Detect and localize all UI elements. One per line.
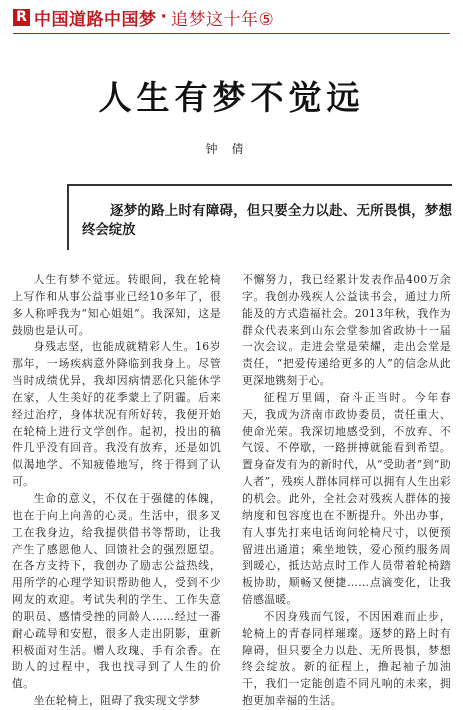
series-subtitle: 追梦这十年⑤: [170, 9, 275, 30]
article-author: 钟倩: [205, 142, 258, 156]
series-name: 中国道路中国梦: [34, 9, 157, 30]
article-deck: 逐梦的路上时有障碍，但只要全力以赴、无所畏惧，梦想终会绽放: [82, 204, 452, 238]
column-header: [13, 6, 274, 28]
header-divider: [13, 33, 450, 34]
body-column-left: [12, 272, 221, 710]
body-paragraph: 不懈努力，我已经累计发表作品400万余字。我创办残疾人公益读书会，通过力所能及的方式造福社会。2013年秋，我作为群众代表来到山东会堂参加省政协十一届一次会议。走进会堂是荣耀，走出会堂是责任，“把爱传递给更多的人”的信念从此更深地镌刻于心。: [242, 273, 451, 388]
body-paragraph: 人生有梦不觉远。转眼间，我在轮椅上写作和从事公益事业已经10多年了，很多人称呼我为“知心姐姐”。我深知，这是鼓励也是认可。: [12, 273, 221, 337]
article-title: 人生有梦不觉远: [98, 78, 365, 117]
body-paragraph: 征程万里阔，奋斗正当时。今年春天，我成为济南市政协委员，责任重大、使命光荣。我深切地感受到，不放弃、不气馁、不停歇，一路拼搏就能看到希望。置身奋发有为的新时代，从“受助者”到“助人者”，残疾人群体同样可以拥有人生出彩的机会。此外，全社会对残疾人群体的接纳度和包容度也在不断提升。外出办事，有人事先打来电话询问轮椅尺寸，以便预留进出通道；乘坐地铁，爱心预约服务周到暖心，抵达站点时工作人员带着轮椅踏板协助，顺畅又便捷……点滴变化，让我倍感温暖。: [242, 390, 451, 607]
series-separator: ·: [160, 7, 167, 27]
column-badge-icon: R: [13, 9, 30, 26]
body-paragraph: 身残志坚，也能成就精彩人生。16岁那年，一场疾病意外降临到我身上。尽管当时成绩优异，我却因病情恶化只能休学在家，人生美好的花季蒙上了阴霾。后来经过治疗，身体状况有所好转，我便开始在轮椅上进行文学创作。起初，投出的稿件几乎没有回音。我没有放弃，还是如饥似渴地学、不知疲倦地写，终于得到了认可。: [12, 340, 221, 489]
body-paragraph: 生命的意义，不仅在于强健的体魄，也在于向上向善的心灵。生活中，很多叉工在我身边，给我提供借书等帮助，让我产生了感恩他人、回馈社会的强烈愿望。在各方支持下，我创办了励志公益热线，用所学的心理学知识帮助他人，受到不少网友的欢迎。考试失利的学生、工作失意的职员、感情受挫的同龄人……经过一番耐心疏导和安慰，很多人走出阴影，重新积极面对生活。赠人玫瑰、手有余香。在助人的过程中，我也找寻到了人生的价值。: [12, 491, 221, 691]
body-paragraph: 不因身残而气馁，不因困难而止步，轮椅上的青春同样璀璨。逐梦的路上时有障碍，但只要全力以赴、无所畏惧，梦想终会绽放。新的征程上，撸起袖子加油干，我们一定能创造不同凡响的未来，拥抱更加幸福的生活。: [242, 609, 451, 708]
body-paragraph: 坐在轮椅上，阻碍了我实现文学梦: [33, 694, 201, 708]
body-column-right: [242, 272, 451, 710]
article-deck-box: [67, 184, 452, 250]
